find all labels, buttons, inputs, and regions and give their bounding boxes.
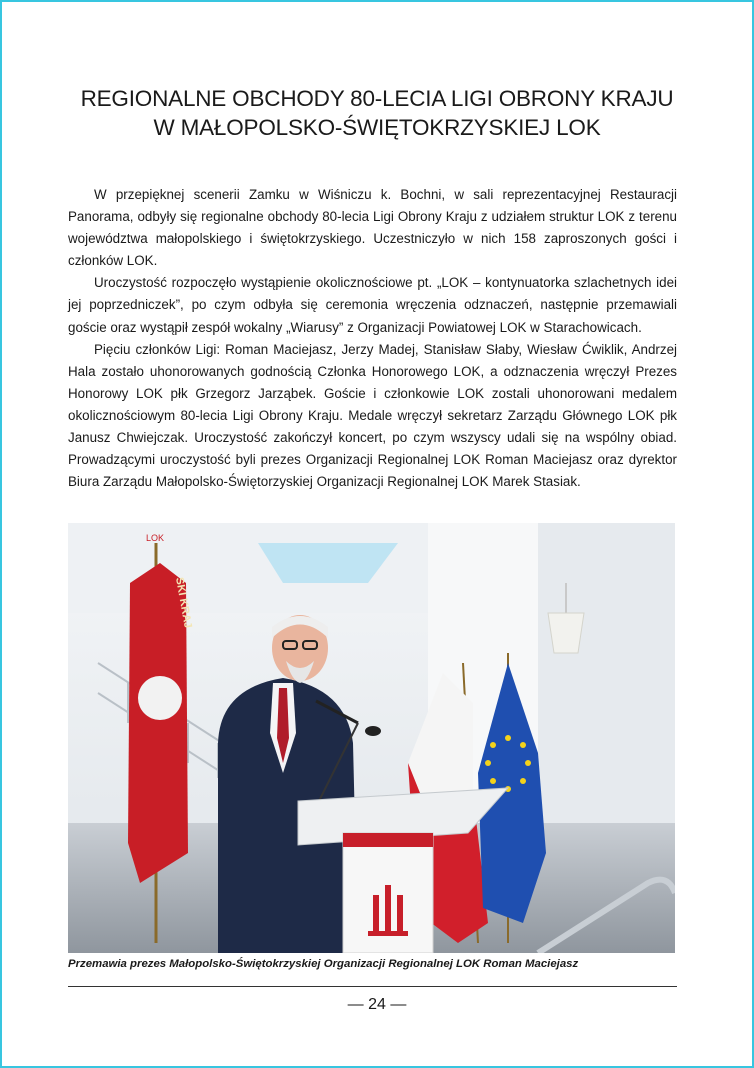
paragraph-3: Pięciu członków Ligi: Roman Maciejasz, Jerzy Madej, Stanisław Słaby, Wiesław Ćwiklik, Andrzej Hala zostało uhonorowanych godnością Członka Honorowego LOK, a odznaczenia wręczył Prezes Honorowy LOK płk Grzegorz Jarząbek. Goście i członkowie LOK zostali uhonorowani medalem okolicznościowym 80-lecia Ligi Obrony Kraju. Medale wręczył sekretarz Zarządu Głównego LOK płk Janusz Chwiejczak. Uroczystość zakończył koncert, po czym wszyscy udali się na wspólny obiad. Prowadzącymi uroczystość byli prezes Organizacji Regionalnej LOK Roman Maciejasz oraz dyrektor Biura Zarządu Małopolsko-Świętorzyskiej Organizacji Regionalnej LOK Marek Stasiak. [68,341,677,490]
paragraph-1: W przepięknej scenerii Zamku w Wiśniczu k. Bochni, w sali reprezentacyjnej Restauracji Panorama, odbyły się regionalne obchody 80-lecia Ligi Obrony Kraju z udziałem struktur LOK z terenu województwa małopolskiego i świętokrzyskiego. Uczestniczyło w nich 158 zaproszonych gości i członków LOK. [68,187,677,269]
page-number: — 24 — [347,996,407,1013]
title-line-2: W MAŁOPOLSKO-ŚWIĘTOKRZYSKIEJ LOK [153,115,601,140]
footer-divider [68,986,677,987]
photo-caption: Przemawia prezes Małopolsko-Świętokrzyskiej Organizacji Regionalnej LOK Roman Maciejasz [68,958,579,970]
banner-top-label: LOK [146,533,165,543]
event-photo [68,523,675,953]
article-title [40,84,714,142]
paragraph-2: Uroczystość rozpoczęło wystąpienie okolicznościowe pt. „LOK – kontynuatorka szlachetnych idei jej poprzedniczek”, po czym odbyła się ceremonia wręczenia odznaczeń, następnie przemawiali goście oraz wystąpił zespół wokalny „Wiarusy” z Organizacji Powiatowej LOK w Starachowicach. [68,275,677,335]
title-line-1: REGIONALNE OBCHODY 80-LECIA LIGI OBRONY KRAJU [80,86,674,111]
article-body [68,184,677,493]
banner-text: SKI KRAJ [173,576,194,630]
